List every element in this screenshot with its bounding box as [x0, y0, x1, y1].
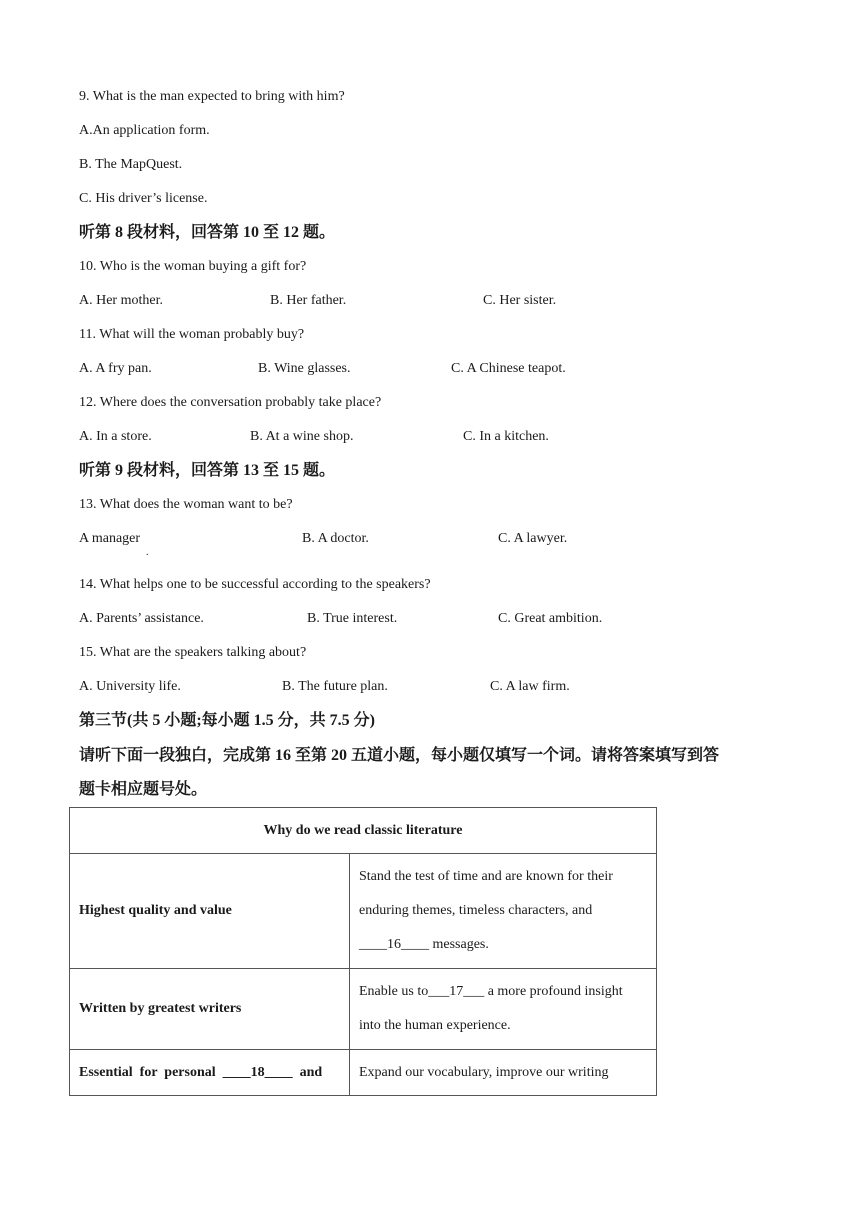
question-15-option-b: B. The future plan.: [282, 679, 388, 694]
row-1-line-2: enduring themes, timeless characters, and: [359, 903, 593, 918]
question-12-option-b: B. At a wine shop.: [250, 429, 354, 444]
row-2-label: Written by greatest writers: [70, 969, 350, 1050]
question-10-option-c: C. Her sister.: [483, 293, 557, 308]
section-8-heading: 听第 8 段材料，回答第 10 至 12 题。: [79, 224, 336, 241]
row-1-label: Highest quality and value: [70, 854, 350, 969]
row-3-label-blank-18: Essential for personal ____18____ and: [70, 1050, 350, 1096]
question-12-option-c: C. In a kitchen.: [463, 429, 549, 444]
table-row: [70, 969, 657, 1050]
question-13-option-c: C. A lawyer.: [498, 531, 568, 546]
question-14-option-c: C. Great ambition.: [498, 611, 603, 626]
row-3-line-1: Expand our vocabulary, improve our writing: [359, 1064, 609, 1080]
table-title: Why do we read classic literature: [70, 808, 657, 854]
question-9-option-b: B. The MapQuest.: [79, 157, 183, 172]
question-10-stem: 10. Who is the woman buying a gift for?: [79, 259, 307, 274]
table-row: [70, 854, 657, 969]
question-9-option-c: C. His driver’s license.: [79, 191, 208, 206]
question-14-option-a: A. Parents’ assistance.: [79, 611, 204, 626]
question-12-stem: 12. Where does the conversation probably take place?: [79, 395, 382, 410]
question-15-option-a: A. University life.: [79, 679, 181, 694]
row-2-line-2: into the human experience.: [359, 1018, 511, 1033]
classic-literature-table: [69, 807, 657, 1096]
part-3-instructions-line-2: 题卡相应题号处。: [79, 781, 208, 798]
row-2-line-1-blank-17: Enable us to___17___ a more profound insight: [359, 984, 623, 999]
question-11-option-b: B. Wine glasses.: [258, 361, 351, 376]
question-14-option-b: B. True interest.: [307, 611, 398, 626]
question-11-option-a: A. A fry pan.: [79, 361, 152, 376]
question-9-option-a: A.An application form.: [79, 123, 210, 138]
question-9-stem: 9. What is the man expected to bring with him?: [79, 89, 345, 104]
question-10-option-b: B. Her father.: [270, 293, 347, 308]
section-9-heading: 听第 9 段材料，回答第 13 至 15 题。: [79, 462, 336, 479]
question-15-option-c: C. A law firm.: [490, 679, 570, 694]
question-13-option-a: A manager: [79, 531, 141, 546]
question-14-stem: 14. What helps one to be successful according to the speakers?: [79, 577, 431, 592]
question-12-option-a: A. In a store.: [79, 429, 152, 444]
question-11-stem: 11. What will the woman probably buy?: [79, 327, 305, 342]
row-3-content: [350, 1050, 657, 1096]
row-2-content: [350, 969, 657, 1050]
row-1-line-1: Stand the test of time and are known for their: [359, 869, 613, 884]
question-15-stem: 15. What are the speakers talking about?: [79, 645, 307, 660]
row-1-content: [350, 854, 657, 969]
row-1-line-3-blank-16: ____16____ messages.: [359, 937, 489, 952]
question-13-stem: 13. What does the woman want to be?: [79, 497, 293, 512]
part-3-title: 第三节(共 5 小题;每小题 1.5 分，共 7.5 分): [79, 712, 375, 729]
part-3-instructions-line-1: 请听下面一段独白，完成第 16 至第 20 五道小题，每小题仅填写一个词。请将答案填写到答: [79, 747, 720, 764]
question-13-option-b: B. A doctor.: [302, 531, 369, 546]
stray-dot-mark: .: [146, 547, 149, 558]
question-11-option-c: C. A Chinese teapot.: [451, 361, 566, 376]
question-10-option-a: A. Her mother.: [79, 293, 163, 308]
table-row: [70, 1050, 657, 1096]
